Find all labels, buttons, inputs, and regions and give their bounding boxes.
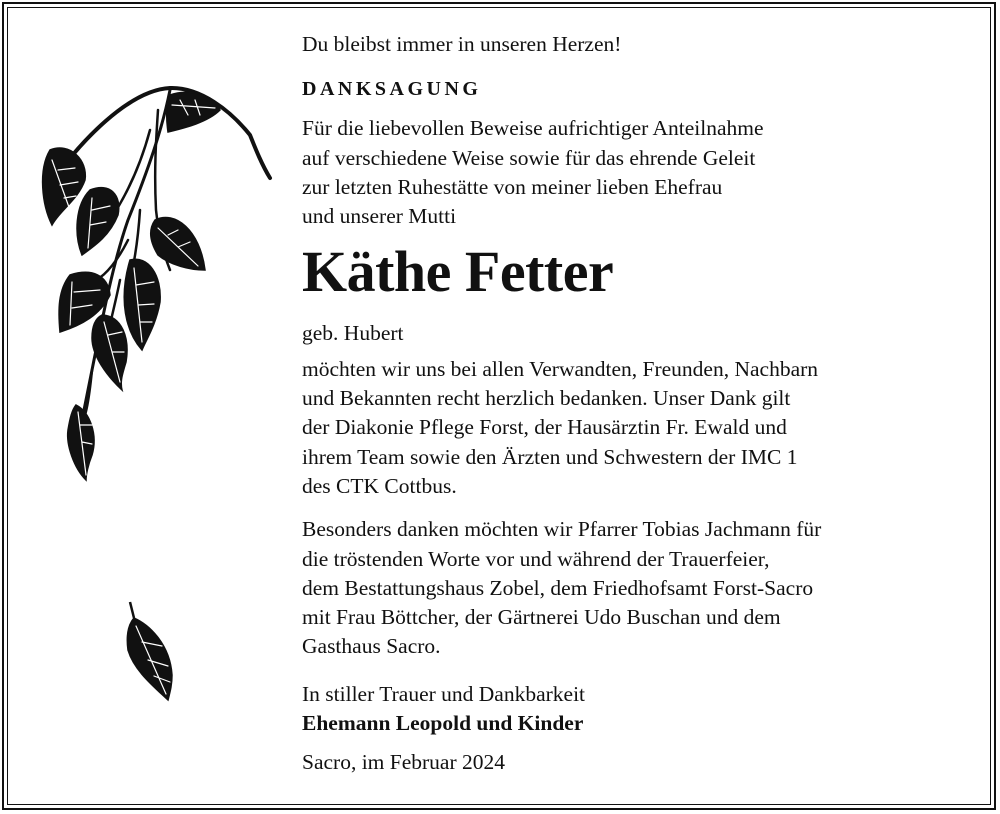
thanks-line: der Diakonie Pflege Forst, der Hausärztin Fr. Ewald und	[302, 415, 787, 440]
heading-danksagung: DANKSAGUNG	[302, 78, 482, 101]
closing-line: In stiller Trauer und Dankbarkeit	[302, 681, 586, 706]
special-thanks-line: mit Frau Böttcher, der Gärtnerei Udo Buschan und dem	[302, 605, 781, 630]
place-date: Sacro, im Februar 2024	[302, 750, 506, 775]
notice-text	[302, 30, 902, 778]
thanks-line: möchten wir uns bei allen Verwandten, Freunden, Nachbarn	[302, 356, 819, 381]
intro-line: auf verschiedene Weise sowie für das ehrende Geleit	[302, 145, 756, 170]
thanks-line: des CTK Cottbus.	[302, 473, 457, 498]
intro-line: Für die liebevollen Beweise aufrichtiger Anteilnahme	[302, 116, 764, 141]
thanks-line: ihrem Team sowie den Ärzten und Schwestern der IMC 1	[302, 444, 798, 469]
birth-name: geb. Hubert	[302, 321, 404, 346]
deceased-name: Käthe Fetter	[302, 239, 614, 305]
motto: Du bleibst immer in unseren Herzen!	[302, 32, 622, 56]
special-thanks-line: die tröstenden Worte vor und während der Trauerfeier,	[302, 546, 770, 571]
special-thanks-line: dem Bestattungshaus Zobel, dem Friedhofsamt Forst-Sacro	[302, 575, 814, 600]
thanks-line: und Bekannten recht herzlich bedanken. Unser Dank gilt	[302, 386, 791, 411]
special-thanks-line: Gasthaus Sacro.	[302, 634, 441, 659]
falling-leaves-branch-icon	[30, 70, 280, 710]
special-thanks-line: Besonders danken möchten wir Pfarrer Tobias Jachmann für	[302, 517, 822, 542]
intro-line: zur letzten Ruhestätte von meiner lieben Ehefrau	[302, 174, 723, 199]
signature: Ehemann Leopold und Kinder	[302, 711, 584, 736]
intro-line: und unserer Mutti	[302, 204, 457, 229]
